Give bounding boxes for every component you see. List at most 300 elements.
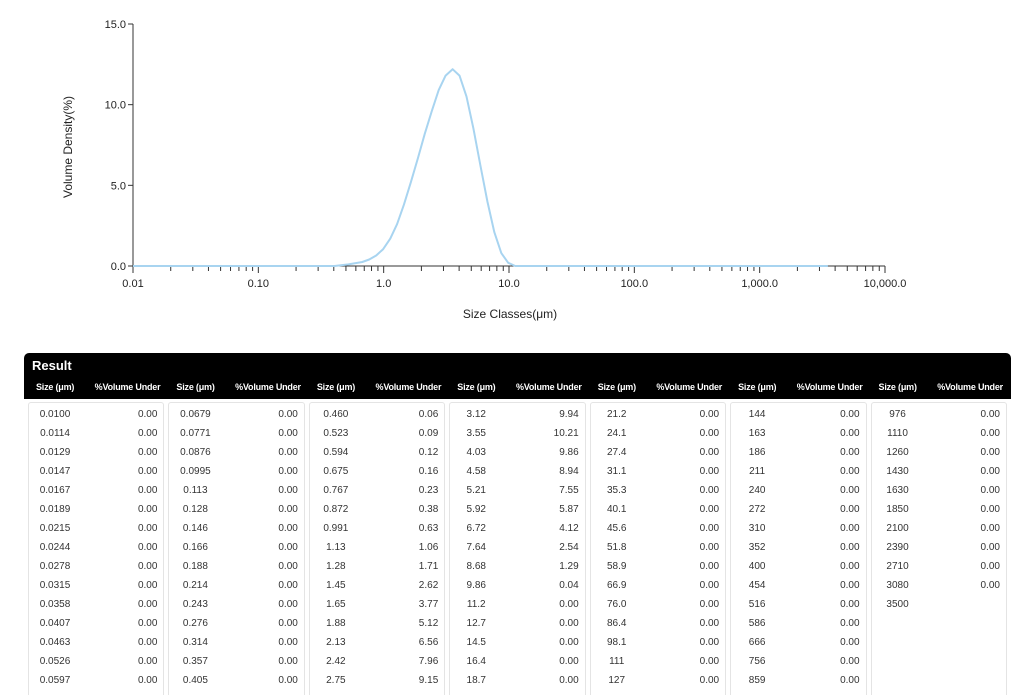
size-cell: 0.523 [323,428,349,439]
table-row [310,595,444,614]
size-cell: 2.13 [326,637,346,648]
size-cell: 0.0129 [39,447,71,458]
table-row [731,671,865,690]
table-row [591,462,725,481]
volume-under-cell: 0.00 [278,542,298,553]
table-row [310,557,444,576]
table-row [169,633,303,652]
table-row [731,538,865,557]
table-row [29,652,163,671]
table-row [731,614,865,633]
y-tick-label: 10.0 [104,99,126,112]
volume-under-cell: 0.16 [418,466,439,477]
size-cell: 756 [748,656,766,667]
table-row [169,614,303,633]
table-row [731,481,865,500]
size-cell: 3.12 [466,409,486,420]
volume-under-cell: 0.00 [840,561,860,572]
header-volume-under: %Volume Under [515,382,582,392]
size-cell: 1260 [886,447,909,458]
size-cell: 1.13 [326,542,346,553]
table-row [310,538,444,557]
size-cell: 0.166 [182,542,208,553]
size-cell: 2100 [886,523,909,534]
table-row [169,462,303,481]
volume-under-cell: 0.00 [840,542,860,553]
table-row [731,424,865,443]
size-cell: 6.72 [466,523,486,534]
table-row [169,481,303,500]
size-cell: 4.03 [466,447,486,458]
volume-under-cell: 0.00 [980,447,1000,458]
header-volume-under: %Volume Under [937,382,1003,392]
header-size: Size (μm) [176,382,215,392]
size-cell: 2.75 [326,675,346,686]
result-title: Result [24,353,1011,377]
volume-under-cell: 0.00 [840,580,860,591]
volume-under-cell: 0.00 [699,447,720,458]
size-cell: 0.276 [182,618,208,629]
table-row [310,481,444,500]
size-cell: 0.0147 [39,466,71,477]
size-cell: 586 [748,618,766,629]
table-row [731,633,865,652]
volume-under-cell: 0.00 [699,523,720,534]
x-tick-label: 0.10 [247,278,270,290]
size-cell: 35.3 [606,485,627,496]
volume-under-cell: 0.00 [699,409,720,420]
size-cell: 0.0463 [39,637,71,648]
volume-under-cell: 0.00 [840,523,860,534]
volume-under-cell: 0.00 [980,428,1000,439]
x-tick-label: 0.01 [122,278,144,290]
table-row [450,614,584,633]
volume-under-cell: 0.00 [980,504,1000,515]
volume-under-cell: 0.00 [278,618,298,629]
size-cell: 144 [748,409,766,420]
volume-density-chart [0,0,1024,330]
header-size: Size (μm) [457,382,496,392]
table-row [731,405,865,424]
volume-under-cell: 0.00 [137,409,158,420]
volume-under-cell: 0.00 [278,580,298,591]
volume-under-cell: 0.09 [418,428,439,439]
result-column [168,402,304,695]
table-row [872,424,1006,443]
size-cell: 14.5 [466,637,486,648]
size-cell: 18.7 [466,675,486,686]
size-cell: 0.594 [323,447,349,458]
volume-under-cell: 2.54 [559,542,579,553]
volume-under-cell: 0.00 [840,675,860,686]
volume-under-cell: 0.00 [980,523,1000,534]
table-row [310,671,444,690]
volume-under-cell: 0.23 [418,485,439,496]
table-row [591,424,725,443]
header-size: Size (μm) [316,382,356,392]
volume-under-cell: 0.00 [278,485,298,496]
volume-under-cell: 0.00 [137,561,158,572]
volume-under-cell: 0.00 [137,523,158,534]
size-cell: 186 [748,447,766,458]
volume-under-cell: 0.00 [278,447,298,458]
size-cell: 454 [748,580,766,591]
volume-under-cell: 0.00 [699,428,720,439]
size-cell: 0.0995 [180,466,211,477]
size-cell: 16.4 [466,656,486,667]
table-row [29,443,163,462]
table-row [169,671,303,690]
x-tick-label: 1.0 [376,278,392,290]
table-row [450,424,584,443]
table-row [29,405,163,424]
table-row [731,500,865,519]
table-row [591,595,725,614]
volume-under-cell: 0.00 [137,675,158,686]
volume-under-cell: 9.86 [559,447,579,458]
volume-under-cell: 0.00 [278,656,298,667]
size-cell: 98.1 [606,637,627,648]
column-header [728,377,868,399]
table-row [591,500,725,519]
table-row [731,595,865,614]
volume-under-cell: 0.00 [980,466,1000,477]
size-cell: 1630 [886,485,909,496]
size-cell: 12.7 [466,618,486,629]
table-row [591,557,725,576]
volume-under-cell: 0.00 [559,656,579,667]
table-row [872,538,1006,557]
table-row [591,671,725,690]
volume-under-cell: 0.00 [137,580,158,591]
volume-under-cell: 10.21 [553,428,579,439]
table-row [310,633,444,652]
result-columns [24,399,1011,695]
result-column [871,402,1007,695]
volume-under-cell: 0.00 [137,428,158,439]
volume-under-cell: 0.12 [418,447,439,458]
size-cell: 0.675 [323,466,349,477]
table-row [29,614,163,633]
volume-under-cell: 3.77 [418,599,439,610]
volume-under-cell: 0.00 [559,675,579,686]
size-cell: 0.0167 [39,485,71,496]
volume-under-cell: 0.00 [137,599,158,610]
header-volume-under: %Volume Under [375,382,442,392]
size-cell: 3500 [886,599,909,610]
size-cell: 8.68 [466,561,486,572]
size-cell: 1.45 [326,580,346,591]
volume-under-cell: 0.00 [699,504,720,515]
volume-under-cell: 2.62 [418,580,439,591]
volume-under-cell: 0.00 [137,542,158,553]
table-row [29,557,163,576]
y-tick-label: 5.0 [110,180,126,193]
table-row [731,576,865,595]
table-row [731,443,865,462]
size-cell: 352 [748,542,766,553]
table-row [872,405,1006,424]
volume-under-cell: 0.00 [699,580,720,591]
column-header [26,377,166,399]
size-cell: 0.0876 [180,447,211,458]
x-tick-label: 10.0 [498,278,520,290]
table-row [169,576,303,595]
table-row [591,443,725,462]
volume-under-cell: 0.00 [699,675,720,686]
size-cell: 86.4 [606,618,627,629]
x-tick-label: 100.0 [620,278,649,290]
table-row [450,595,584,614]
volume-under-cell: 0.00 [980,409,1000,420]
volume-under-cell: 0.00 [278,561,298,572]
column-header [307,377,447,399]
table-row [169,652,303,671]
volume-under-cell: 0.00 [840,618,860,629]
table-row [169,500,303,519]
size-cell: 0.991 [323,523,349,534]
volume-under-cell: 0.00 [840,599,860,610]
size-cell: 0.0189 [39,504,71,515]
size-cell: 5.21 [466,485,486,496]
volume-under-cell: 0.00 [699,485,720,496]
series-line [133,69,828,266]
volume-under-cell: 0.00 [840,466,860,477]
table-row [310,500,444,519]
table-row [310,614,444,633]
size-cell: 0.0679 [180,409,211,420]
volume-under-cell: 0.04 [559,580,579,591]
size-cell: 0.460 [323,409,349,420]
size-cell: 0.214 [182,580,208,591]
size-cell: 111 [609,656,625,667]
size-cell: 0.188 [182,561,208,572]
table-row [169,424,303,443]
volume-under-cell: 0.00 [278,675,298,686]
volume-under-cell: 4.12 [559,523,579,534]
table-row [169,595,303,614]
header-size: Size (μm) [878,382,917,392]
volume-under-cell: 0.00 [840,428,860,439]
volume-under-cell: 0.00 [699,618,720,629]
size-cell: 27.4 [606,447,627,458]
table-row [169,519,303,538]
size-cell: 400 [748,561,766,572]
table-row [731,462,865,481]
result-column [590,402,726,695]
size-cell: 2.42 [326,656,346,667]
volume-under-cell: 0.00 [559,618,579,629]
volume-under-cell: 0.00 [699,637,720,648]
volume-under-cell: 0.00 [980,561,1000,572]
size-cell: 0.128 [182,504,208,515]
volume-under-cell: 0.00 [137,485,158,496]
volume-under-cell: 0.00 [137,447,158,458]
size-cell: 31.1 [606,466,627,477]
header-size: Size (μm) [36,382,75,392]
size-cell: 3.55 [466,428,486,439]
size-cell: 0.872 [323,504,349,515]
volume-under-cell: 0.00 [980,485,1000,496]
header-volume-under: %Volume Under [796,382,863,392]
size-cell: 2710 [886,561,909,572]
volume-under-cell: 9.15 [418,675,439,686]
size-cell: 976 [889,409,906,420]
size-cell: 24.1 [606,428,627,439]
table-row [591,633,725,652]
size-cell: 0.0597 [39,675,71,686]
size-cell: 666 [748,637,766,648]
volume-under-cell: 5.87 [559,504,579,515]
size-cell: 0.405 [182,675,208,686]
volume-under-cell: 0.00 [559,637,579,648]
volume-under-cell: 0.00 [699,656,720,667]
result-column [309,402,445,695]
volume-under-cell: 0.00 [278,428,298,439]
table-row [169,538,303,557]
volume-under-cell: 7.55 [559,485,579,496]
size-cell: 516 [748,599,766,610]
table-row [872,595,1006,614]
header-volume-under: %Volume Under [656,382,723,392]
volume-under-cell: 0.00 [278,523,298,534]
table-row [29,671,163,690]
volume-under-cell: 0.00 [840,409,860,420]
table-row [731,557,865,576]
size-cell: 0.0100 [39,409,71,420]
size-cell: 0.0315 [39,580,71,591]
volume-under-cell: 0.00 [137,466,158,477]
table-row [29,481,163,500]
volume-under-cell: 8.94 [559,466,579,477]
size-cell: 5.92 [466,504,486,515]
table-row [591,614,725,633]
volume-under-cell: 0.00 [559,599,579,610]
table-row [591,576,725,595]
x-tick-label: 10,000.0 [863,278,907,290]
volume-under-cell: 0.00 [278,599,298,610]
size-cell: 272 [748,504,766,515]
volume-under-cell: 0.00 [278,504,298,515]
size-cell: 0.314 [182,637,208,648]
table-row [591,481,725,500]
size-cell: 127 [608,675,626,686]
table-row [872,462,1006,481]
table-row [872,519,1006,538]
y-tick-label: 0.0 [110,261,126,273]
size-cell: 310 [748,523,766,534]
size-cell: 0.0114 [40,428,70,439]
table-row [450,633,584,652]
size-cell: 0.0358 [39,599,71,610]
table-row [450,443,584,462]
table-row [169,443,303,462]
table-row [591,405,725,424]
volume-under-cell: 1.29 [559,561,579,572]
column-header [447,377,587,399]
result-column-headers [24,377,1011,399]
volume-under-cell: 0.00 [840,485,860,496]
table-row [872,576,1006,595]
size-cell: 0.0215 [39,523,71,534]
table-row [29,424,163,443]
column-header [588,377,728,399]
table-row [872,481,1006,500]
size-cell: 0.243 [182,599,208,610]
table-row [450,652,584,671]
size-cell: 58.9 [606,561,627,572]
volume-under-cell: 0.00 [278,409,298,420]
volume-under-cell: 0.00 [840,447,860,458]
size-cell: 240 [748,485,766,496]
table-row [310,462,444,481]
volume-under-cell: 0.00 [699,466,720,477]
volume-under-cell: 0.00 [699,599,720,610]
table-row [450,519,584,538]
size-cell: 163 [748,428,766,439]
volume-under-cell: 0.00 [980,580,1000,591]
size-cell: 0.767 [323,485,349,496]
size-cell: 0.0526 [39,656,71,667]
table-row [450,405,584,424]
volume-under-cell: 9.94 [559,409,579,420]
size-cell: 76.0 [606,599,627,610]
table-row [731,652,865,671]
size-cell: 40.1 [606,504,627,515]
size-cell: 3080 [886,580,909,591]
result-panel [24,353,1011,695]
size-cell: 2390 [886,542,909,553]
table-row [169,405,303,424]
size-cell: 0.146 [182,523,208,534]
size-cell: 859 [748,675,766,686]
table-row [731,519,865,538]
table-row [310,424,444,443]
size-cell: 1850 [886,504,909,515]
volume-under-cell: 0.00 [840,637,860,648]
header-volume-under: %Volume Under [94,382,161,392]
table-row [591,538,725,557]
size-cell: 11.2 [466,599,486,610]
result-column [730,402,866,695]
table-row [29,500,163,519]
volume-under-cell: 0.00 [137,618,158,629]
y-tick-label: 15.0 [104,19,126,31]
header-volume-under: %Volume Under [235,382,301,392]
size-cell: 1.65 [326,599,346,610]
size-cell: 66.9 [606,580,627,591]
table-row [29,595,163,614]
table-row [310,576,444,595]
volume-under-cell: 0.00 [699,561,720,572]
table-row [591,652,725,671]
table-row [29,576,163,595]
volume-under-cell: 0.00 [840,504,860,515]
volume-under-cell: 0.38 [418,504,439,515]
header-size: Size (μm) [597,382,636,392]
table-row [872,500,1006,519]
volume-under-cell: 0.00 [137,637,158,648]
volume-under-cell: 7.96 [418,656,439,667]
volume-under-cell: 0.00 [980,542,1000,553]
table-row [450,671,584,690]
size-cell: 0.113 [183,485,208,496]
volume-under-cell: 0.00 [137,504,158,515]
table-row [450,462,584,481]
size-cell: 1430 [886,466,909,477]
size-cell: 45.6 [606,523,627,534]
table-row [29,519,163,538]
